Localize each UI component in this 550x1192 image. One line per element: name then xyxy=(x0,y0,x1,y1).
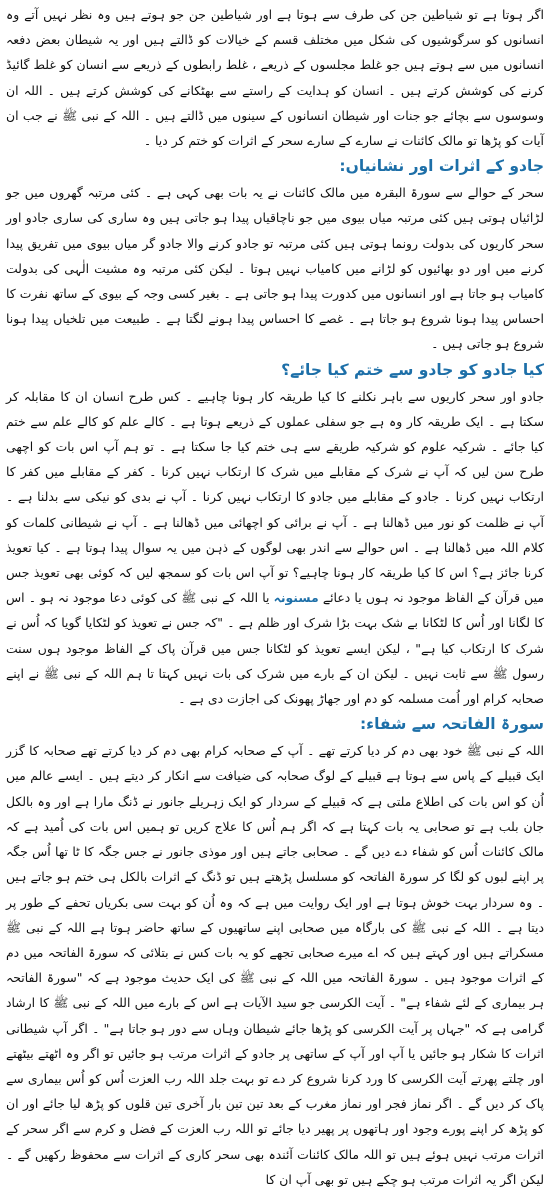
section-heading-remove-magic: کیا جادو کو جادو سے ختم کیا جائے؟ xyxy=(281,360,544,379)
section-heading-magic-signs: جادو کے اثرات اور نشانیاں: xyxy=(339,157,544,176)
fatiha-cure-paragraph: اللہ کے نبی ﷺ خود بھی دم کر دیا کرتے تھے ۔ آپ کے صحابہ کرام بھی دم کر دیا کرتے تھے صحابہ کا گزر ایک قبیلے کے پاس سے ہوتا ہے قبیلے کے لوگ صحابہ کی ضیافت سے انکار کر دیتے ہیں ۔ ایسے عالم میں اُن کو اس بات کی اطلاع ملتی ہے کہ قبیلے کے سردار کو ایک زہریلے جانور نے ڈنگ مارا ہے اور وہ بالکل جان بلب ہے تو صحابی یہ بات کہتا ہے کہ اگر ہم اُس کا علاج کریں تو ہمیں اس بات کی اُمید ہے کہ مالک کائنات اُس کو شفاء دے دیں گے ۔ صحابی جاتے ہیں اور موذی جانور نے جس جگہ کا ٹا تھا اُس جگہ پر اپنے لبوں کو لگا کر سورۃ الفاتحہ کو مسلسل پڑھتے ہیں تو ڈنگ کے اثرات بالکل ہی ختم ہو جاتے ہیں ۔ وہ سردار بہت خوش ہوتا ہے اور ایک روایت میں ہے کہ وہ اُن کو بہت سی بکریاں تحفے کے طور پر دیتا ہے ۔ اللہ کے نبی ﷺ کی بارگاہ میں صحابی اپنے ساتھیوں کے ساتھ حاضر ہوتا ہے اللہ کے نبی ﷺ مسکراتے ہیں اور کہتے ہیں کہ اے میرے صحابی تجھے کو یہ بات کس نے بتلائی کہ سورۃ الفاتحہ میں دم کے اثرات موجود ہیں ۔ سورۃ الفاتحہ میں اللہ کے نبی ﷺ کی ایک حدیث موجود ہے کہ "سورۃ الفاتحہ ہر بیماری کے لئے شفاء ہے" ۔ آیت الکرسی جو سید الآیات ہے اس کے بارے میں اللہ کے نبی ﷺ کا ارشاد گرامی ہے کہ "جہاں پر آیت الکرسی کو پڑھا جائے شیطان وہاں سے دور ہو جاتا ہے" ۔ اگر آپ شیطانی اثرات کا شکار ہو جائیں یا آپ اور آپ کے ساتھی پر جادو کے اثرات مرتب ہو جائیں تو اگر وہ اٹھتے بیٹھتے اور چلتے پھرتے آیت الکرسی کا ورد کرنا شروع کر دے تو بہت جلد اللہ رب العزت اُس کو اُس بیماری سے پاک کر دیں گے ۔ اگر نماز فجر اور نماز مغرب کے بعد تین تین بار آخری تین قلوں کو پڑھ لیا جائے اور ان کو پڑھ کر اپنے پورے وجود اور ہاتھوں پر پھیر دیا جائے تو اللہ رب العزت کے فضل و کرم سے اگر سحر کے اثرات مرتب نہیں ہوئے ہیں تو اللہ مالک کائنات آئندہ بھی سحر کاری کے اثرات سے محفوظ رکھیں گے ۔ لیکن اگر یہ اثرات مرتب ہو چکے ہیں تو بھی آپ ان کا xyxy=(6,743,544,1187)
remove-magic-text-before: جادو اور سحر کاریوں سے باہر نکلنے کا کیا طریقہ کار ہونا چاہیے ۔ کس طرح انسان ان کا مقابلہ کر سکتا ہے ۔ ایک طریقہ کار وہ ہے جو سفلی عملوں کے ذریعے ہوتا ہے ۔ کالے علم کو کالے علم سے ختم کیا جائے ۔ شرکیہ علوم کو شرکیہ طریقے سے ہی ختم کیا جا سکتا ہے ۔ تو ہم آپ اس بات کو اچھی طرح سن لیں کہ آپ نے شرک کے مقابلے میں شرک کا ارتکاب نہیں کرنا ۔ کفر کے مقابلے میں کفر کا ارتکاب نہیں کرنا ۔ جادو کے مقابلے میں جادو کا ارتکاب نہیں کرنا ۔ آپ نے بدی کو نیکی سے بدلنا ہے ۔ آپ نے ظلمت کو نور میں ڈھالنا ہے ۔ آپ نے برائی کو اچھائی میں ڈھالنا ہے ۔ آپ نے شیطانی کلمات کو کلام اللہ میں ڈھالنا ہے ۔ اس حوالے سے اندر بھی لوگوں کے ذہن میں یہ سوال پیدا ہوتا ہے ۔ کیا تعویذ کرنا جائز ہے؟ اس کا کیا طریقہ کار ہونا چاہیے؟ تو آپ اس بات کو سمجھ لیں کہ کوئی بھی تعویذ جس میں قرآن کے الفاظ موجود نہ ہوں یا دعائے xyxy=(6,388,544,606)
remove-magic-paragraph xyxy=(6,384,544,712)
magic-signs-paragraph: سحر کے حوالے سے سورۃ البقرہ میں مالک کائنات نے یہ بات بھی کہی ہے ۔ کئی مرتبہ گھروں میں جو لڑائیاں ہوتی ہیں کئی مرتبہ میاں بیوی میں جو ناچاقیاں پیدا ہو جاتی ہیں وہ ساری کی ساری جادو اور سحر کاریوں کی بدولت رونما ہوتی ہیں کئی مرتبہ تو جادو کرنے والا جادو گر میاں بیوی میں تفریق پیدا کرنے میں اور دو بھائیوں کو لڑانے میں کامیاب نہیں ہوتا ۔ لیکن کئی مرتبہ وہ مشیت الٰہی کی بدولت کامیاب ہو جاتا ہے اور انسانوں میں کدورت پیدا ہو جاتی ہے ۔ بغیر کسی وجہ کے بیوی کے ساتھ نفرت کا احساس پیدا ہونا شروع ہو جاتا ہے ۔ غصے کا احساس پیدا ہونے لگتا ہے ۔ طبیعت میں تلخیاں پیدا ہونا شروع ہو جاتی ہیں ۔ xyxy=(6,185,544,352)
section-heading-fatiha-cure: سورۃ الفاتحہ سے شفاء: xyxy=(359,715,544,734)
dua-masnoona-label: مسنونہ xyxy=(273,590,319,606)
intro-paragraph: اگر ہوتا ہے تو شیاطین جن کی طرف سے ہوتا ہے اور شیاطین جن جو ہوتے ہیں وہ نظر نہیں آتے وہ انسانوں کو سرگوشیوں کی شکل میں مختلف قسم کے خیالات کو ڈالتے ہیں اور یہ شیطان بعض دفعہ انسانوں میں سے ہوتے ہیں جو غلط مجلسوں کے ذریعے ، غلط رابطوں کے ذریعے سے انسان کو غلط گائیڈ کرنے کی کوشش کرتے ہیں ۔ انسان کو ہدایت کے راستے سے بھٹکانے کی کوشش کرتے ہیں ۔ اللہ ان وسوسوں سے بچائے جو جنات اور شیطان انسانوں کے سینوں میں ڈالتے ہیں ۔ اللہ کے نبی ﷺ نے جب ان آیات کو پڑھا تو مالک کائنات نے سارے کے سارے سحر کے اثرات کو ختم کر دیا ۔ xyxy=(6,7,544,149)
remove-magic-text-after: یا اللہ کے نبی ﷺ کی کوئی دعا موجود نہ ہو ۔ اس کا لگانا اور اُس کا لٹکانا بے شک بہت بڑا شرک اور ظلم ہے ۔ "کہ جس نے تعویذ کو لٹکایا گویا کہ اُس نے شرک کا ارتکاب کیا ہے" ، لیکن ایسے تعویذ کو لٹکانا جس میں قرآن پاک کے الفاظ موجود ہوں سنت رسول ﷺ سے ثابت نہیں ۔ لیکن ان کے بارے میں شرک کی بات نہیں کہتا تا ہم اللہ کے نبی ﷺ نے اپنے صحابہ کرام اور اُمت مسلمہ کو دم اور جھاڑ پھونک کی اجازت دی ہے ۔ xyxy=(6,590,544,707)
